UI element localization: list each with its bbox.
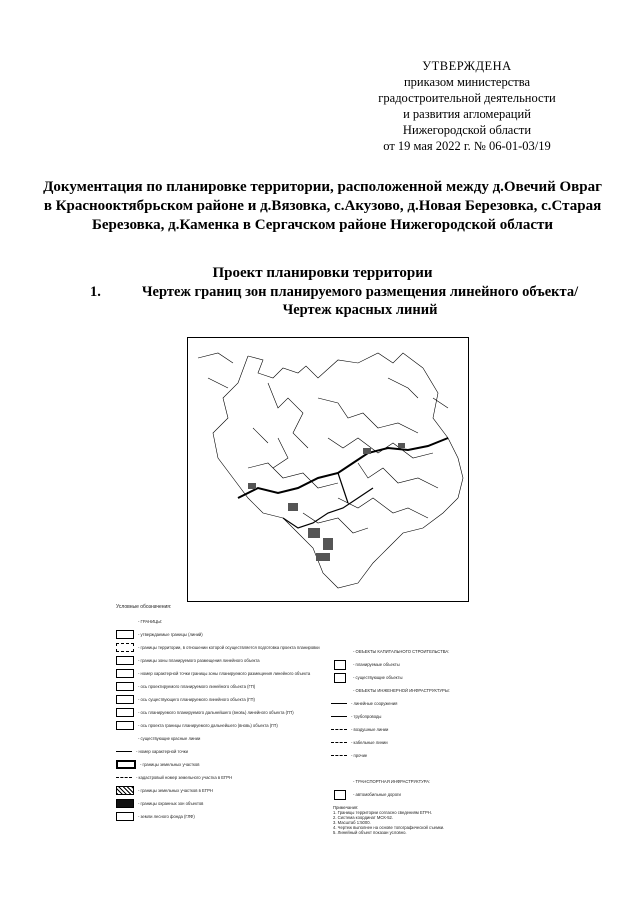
legend-text: - ГРАНИЦЫ: — [138, 619, 163, 624]
legend-text: - ОБЪЕКТЫ КАПИТАЛЬНОГО СТРОИТЕЛЬСТВА: — [353, 649, 450, 654]
legend-heading: Условные обозначения: — [116, 604, 172, 610]
legend-symbol — [331, 742, 347, 743]
document-title: Документация по планировке территории, расположенной между д.Овечий Овраг в Краснооктябрьском районе и д.Вязовка, с.Акузово, д.Новая Березовка, с.Старая Березовка, д.Каменка в Сергачском районе Нижегородской области — [43, 179, 602, 233]
legend-symbol — [116, 812, 134, 821]
legend-symbol — [331, 729, 347, 730]
legend-item — [116, 797, 331, 810]
note-line: Примечания: — [333, 805, 359, 810]
legend-symbol — [334, 790, 346, 800]
legend-text: - ось существующего планируемого линейного объекта (ГП) — [138, 697, 255, 702]
legend-symbol — [116, 695, 134, 704]
approval-line: Нижегородской области — [402, 123, 532, 137]
legend-symbol — [116, 708, 134, 717]
approval-line: приказом министерства — [403, 75, 531, 89]
legend-text: - планируемые объекты — [353, 662, 400, 667]
legend-item — [331, 762, 536, 775]
legend-symbol — [334, 660, 346, 670]
legend-item — [331, 671, 536, 684]
legend-item — [116, 706, 331, 719]
legend-right-column — [331, 645, 536, 835]
map-drawing — [188, 338, 468, 601]
legend-text: - ось планируемого планируемого дальнейшего (вновь) линейного объекта (ГП) — [138, 710, 294, 715]
legend-item — [331, 645, 536, 658]
legend-item — [331, 697, 536, 710]
legend-text: - кадастровый номер земельного участка в ЕГРН — [136, 775, 233, 780]
legend-item — [116, 784, 331, 797]
legend-item — [331, 684, 536, 697]
legend-text: - земли лесного фонда (ГЛФ) — [138, 814, 195, 819]
legend-symbol — [331, 703, 347, 704]
note-line: 3. Масштаб 1:5000. — [333, 820, 371, 825]
legend-text: - границы зоны планируемого размещения линейного объекта — [138, 658, 260, 663]
legend-item — [331, 775, 536, 788]
approval-line: УТВЕРЖДЕНА — [422, 59, 512, 73]
legend-left-column — [116, 615, 331, 823]
legend-symbol — [116, 760, 136, 769]
legend-item — [331, 749, 536, 762]
legend-text: - автомобильные дороги — [353, 792, 401, 797]
legend-item — [331, 723, 536, 736]
legend-text: - существующие красные линии — [138, 736, 201, 741]
legend-item — [331, 658, 536, 671]
legend-text: - прочие — [351, 753, 368, 758]
legend-item — [331, 710, 536, 723]
approval-line: градостроительной деятельности — [378, 91, 556, 105]
legend-symbol — [116, 643, 134, 652]
legend-symbol — [331, 716, 347, 717]
legend-symbol — [116, 682, 134, 691]
legend-symbol — [116, 799, 134, 808]
legend-text: - границы территории, в отношении которой осуществляется подготовка проекта планировки — [138, 645, 320, 650]
map-legend — [116, 604, 536, 835]
legend-text: - существующие объекты — [353, 675, 403, 680]
legend-item — [331, 788, 536, 801]
territory-map — [187, 337, 469, 602]
approval-line: и развития агломераций — [403, 107, 531, 121]
legend-text: - воздушные линии — [351, 727, 389, 732]
note-line: 2. Система координат МСК-52. — [333, 815, 394, 820]
legend-text: - номер характерной точки — [136, 749, 188, 754]
legend-symbol — [116, 751, 132, 752]
approval-block — [352, 58, 582, 154]
legend-symbol — [334, 673, 346, 683]
section-number: 1. — [90, 284, 101, 300]
legend-text: - кабельные линии — [351, 740, 388, 745]
legend-text: - утверждаемые границы (линий) — [138, 632, 203, 637]
legend-item — [116, 628, 331, 641]
legend-symbol — [116, 669, 134, 678]
approval-line: от 19 мая 2022 г. № 06-01-03/19 — [383, 139, 551, 153]
legend-item — [116, 615, 331, 628]
legend-text: - ОБЪЕКТЫ ИНЖЕНЕРНОЙ ИНФРАСТРУКТУРЫ: — [353, 688, 450, 693]
note-line: 1. Границы территории согласно сведениям ЕГРН. — [333, 810, 432, 815]
note-line: 5. Линейный объект показан условно. — [333, 830, 407, 835]
legend-item — [116, 758, 331, 771]
document-subtitle: Проект планировки территории — [212, 265, 433, 281]
legend-item — [331, 736, 536, 749]
legend-symbol — [331, 755, 347, 756]
legend-item — [116, 745, 331, 758]
legend-text: - ТРАНСПОРТНАЯ ИНФРАСТРУКТУРА: — [353, 779, 431, 784]
legend-notes — [331, 805, 536, 835]
legend-item — [116, 771, 331, 784]
legend-item — [116, 641, 331, 654]
legend-text: - границы земельных участков — [140, 762, 200, 767]
legend-item — [116, 719, 331, 732]
legend-symbol — [116, 630, 134, 639]
legend-text: - ось проектируемого планируемого линейного объекта (ГП) — [138, 684, 256, 689]
legend-symbol — [116, 721, 134, 730]
legend-item — [116, 654, 331, 667]
legend-text: - границы земельных участков в ЕГРН — [138, 788, 213, 793]
legend-text: - трубопроводы — [351, 714, 382, 719]
legend-item — [116, 810, 331, 823]
section-title: Чертеж границ зон планируемого размещения линейного объекта/ Чертеж красных линий — [141, 284, 579, 318]
legend-item — [116, 680, 331, 693]
note-line: 4. Чертеж выполнен на основе топографической съемки. — [333, 825, 445, 830]
legend-text: - линейные сооружения — [351, 701, 398, 706]
legend-text: - границы охранных зон объектов — [138, 801, 204, 806]
legend-item — [116, 667, 331, 680]
legend-item — [116, 693, 331, 706]
legend-item — [116, 732, 331, 745]
legend-symbol — [116, 777, 132, 778]
legend-text: - ось проекта границы планируемого дальнейшего (вновь) объекта (ГП) — [138, 723, 278, 728]
legend-symbol — [116, 786, 134, 795]
legend-symbol — [116, 656, 134, 665]
legend-text: - номер характерной точки границы зоны планируемого размещения линейного объекта — [138, 671, 311, 676]
